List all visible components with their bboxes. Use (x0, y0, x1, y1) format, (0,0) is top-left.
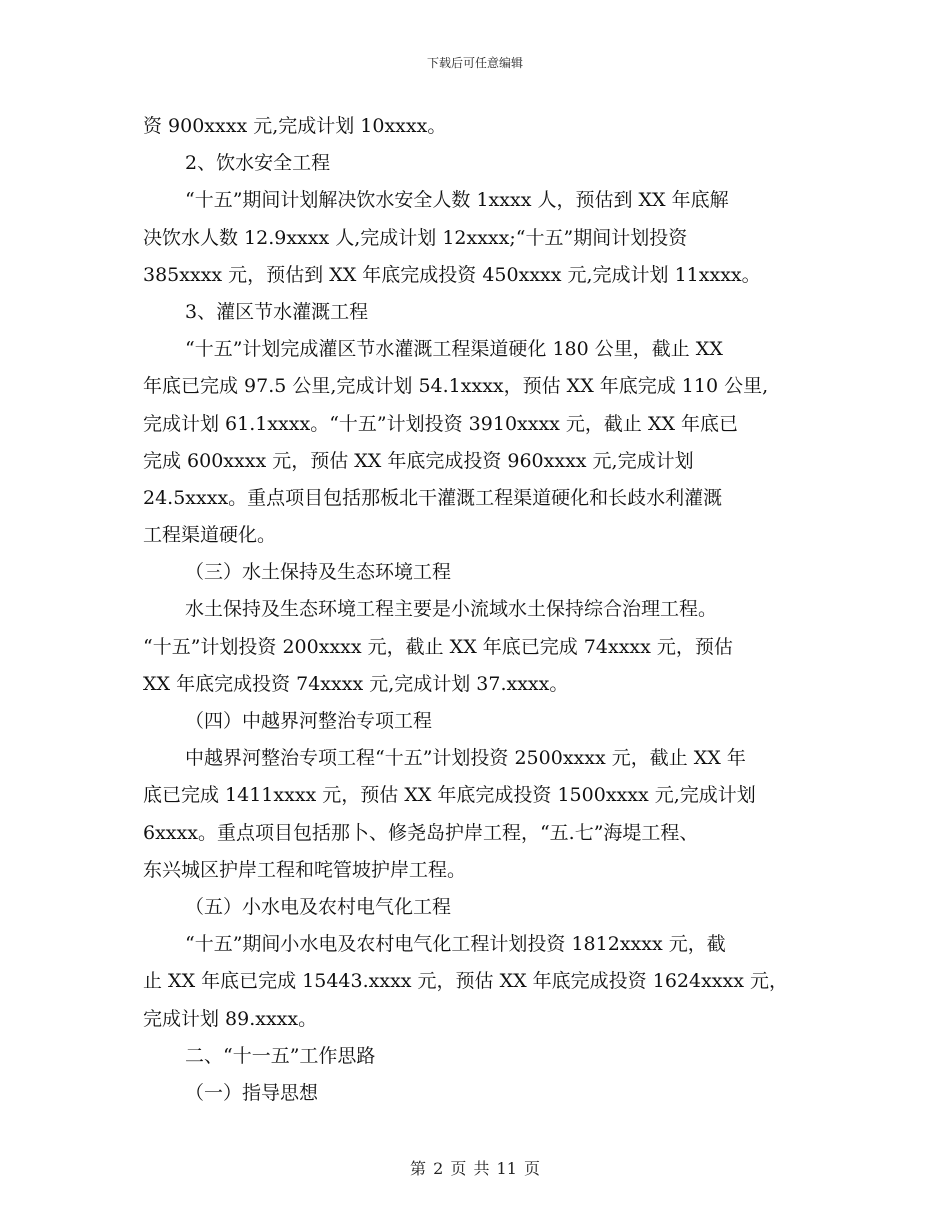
text-line: 中越界河整治专项工程“十五”计划投资 2500xxxx 元，截止 XX 年 (185, 747, 746, 770)
section-heading: （四）中越界河整治专项工程 (185, 710, 433, 732)
section-heading: （一）指导思想 (185, 1081, 319, 1104)
text-line: 决饮水人数 12.9xxxx 人,完成计划 12xxxx;“十五”期间计划投资 (143, 226, 688, 249)
text-line: 完成 600xxxx 元，预估 XX 年底完成投资 960xxxx 元,完成计划 (143, 449, 694, 472)
text-line: “十五”期间小水电及农村电气化工程计划投资 1812xxxx 元，截 (185, 933, 726, 956)
text-line: “十五”计划投资 200xxxx 元，截止 XX 年底已完成 74xxxx 元，预估 (143, 635, 733, 658)
text-line: 底已完成 1411xxxx 元，预估 XX 年底完成投资 1500xxxx 元,完成计划 (143, 784, 756, 807)
text-line: 完成计划 61.1xxxx。“十五”计划投资 3910xxxx 元，截止 XX 年底已 (143, 412, 739, 435)
text-line: 24.5xxxx。重点项目包括那板北干灌溉工程渠道硬化和长歧水利灌溉 (143, 486, 723, 509)
text-line: 东兴城区护岸工程和咤管坡护岸工程。 (143, 858, 467, 881)
text-line: “十五”计划完成灌区节水灌溉工程渠道硬化 180 公里，截止 XX (185, 338, 723, 361)
text-line: 资 900xxxx 元,完成计划 10xxxx。 (143, 115, 447, 137)
text-line: 止 XX 年底已完成 15443.xxxx 元，预估 XX 年底完成投资 1624xxxx 元， (143, 970, 788, 993)
section-heading: 2、饮水安全工程 (185, 152, 331, 175)
page-header: 下载后可任意编辑 (426, 56, 523, 70)
page-footer: 第 2 页 共 11 页 (410, 1159, 540, 1178)
text-line: XX 年底完成投资 74xxxx 元,完成计划 37.xxxx。 (143, 672, 569, 695)
section-heading: （五）小水电及农村电气化工程 (185, 895, 452, 918)
document-body (143, 108, 813, 1112)
section-heading: 二、“十一五”工作思路 (185, 1044, 376, 1067)
section-heading: 3、灌区节水灌溉工程 (185, 300, 369, 323)
text-line: 工程渠道硬化。 (143, 524, 277, 547)
text-line: “十五”期间计划解决饮水安全人数 1xxxx 人，预估到 XX 年底解 (185, 189, 729, 212)
text-line: 水土保持及生态环境工程主要是小流域水土保持综合治理工程。 (185, 598, 718, 621)
text-line: 年底已完成 97.5 公里,完成计划 54.1xxxx，预估 XX 年底完成 110 公里, (143, 375, 769, 398)
text-line: 385xxxx 元，预估到 XX 年底完成投资 450xxxx 元,完成计划 11xxxx。 (143, 263, 761, 286)
text-line: 6xxxx。重点项目包括那卜、修尧岛护岸工程，“五.七”海堤工程、 (143, 821, 699, 844)
section-heading: （三）水土保持及生态环境工程 (185, 561, 452, 584)
text-line: 完成计划 89.xxxx。 (143, 1007, 318, 1030)
